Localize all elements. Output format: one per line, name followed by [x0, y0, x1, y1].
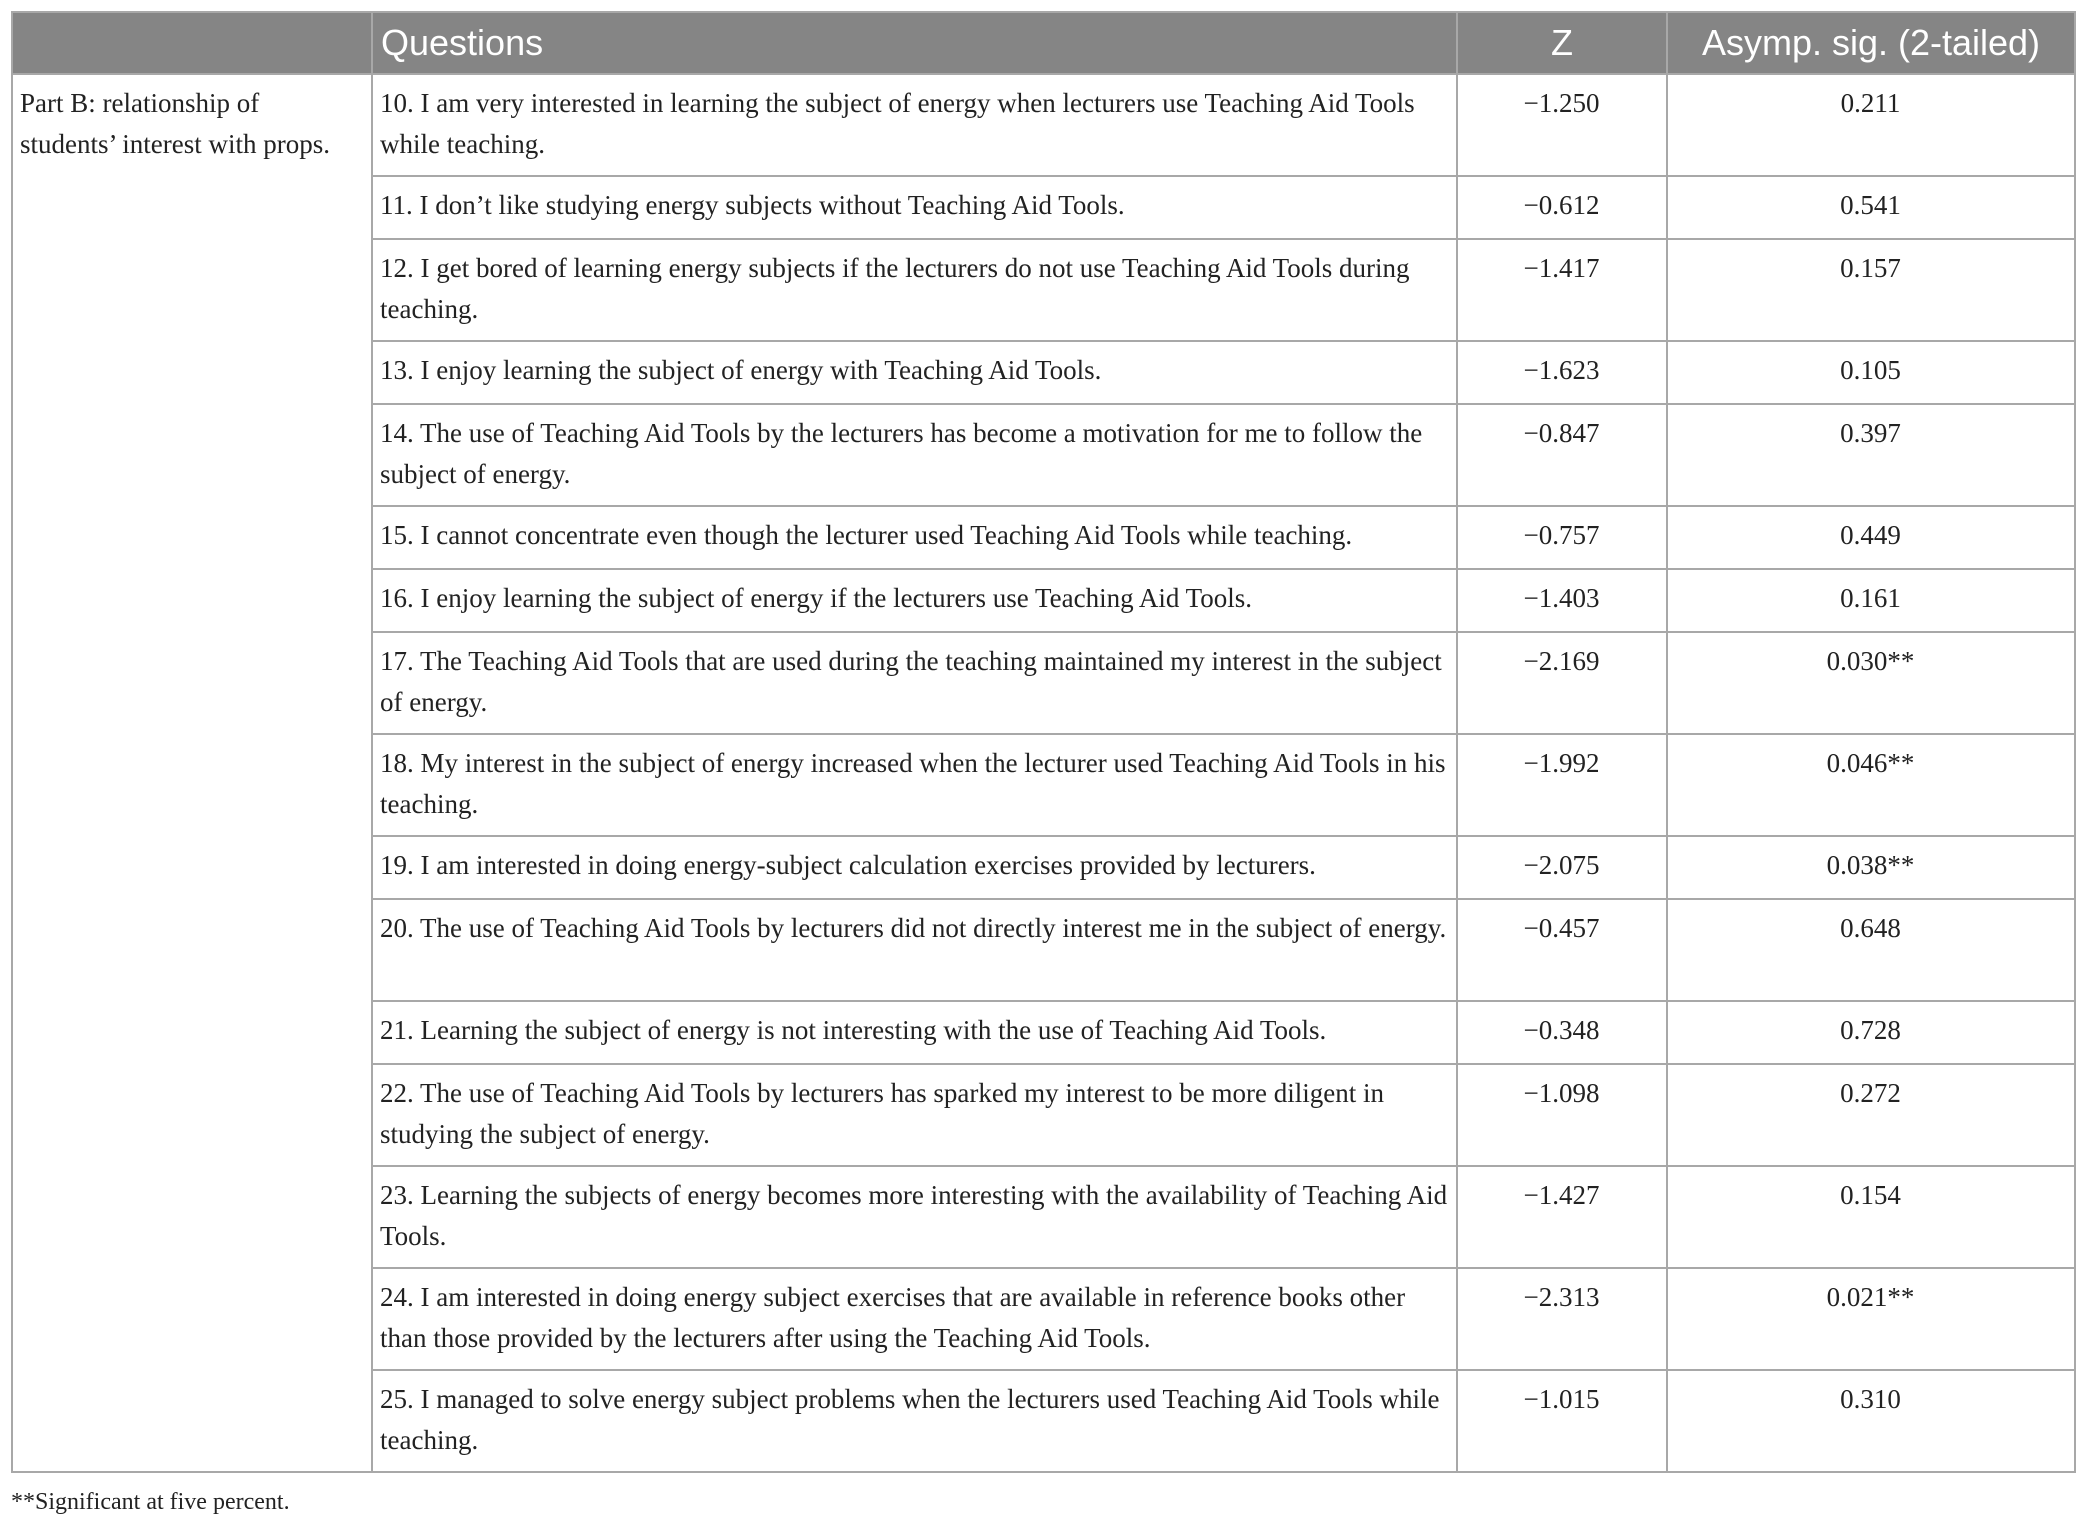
sig-value-cell: 0.030**: [1667, 632, 2075, 734]
z-value-cell: −0.757: [1457, 506, 1667, 569]
question-cell: 24. I am interested in doing energy subject exercises that are available in reference books other than those provided by the lecturers after using the Teaching Aid Tools.: [372, 1268, 1457, 1370]
z-value-cell: −1.417: [1457, 239, 1667, 341]
z-value-cell: −1.098: [1457, 1064, 1667, 1166]
table-row: [12, 74, 2075, 176]
question-cell: 10. I am very interested in learning the subject of energy when lecturers use Teaching Aid Tools while teaching.: [372, 74, 1457, 176]
sig-value-cell: 0.038**: [1667, 836, 2075, 899]
z-value-cell: −1.623: [1457, 341, 1667, 404]
sig-value-cell: 0.272: [1667, 1064, 2075, 1166]
z-value-cell: −1.992: [1457, 734, 1667, 836]
question-cell: 21. Learning the subject of energy is not interesting with the use of Teaching Aid Tools.: [372, 1001, 1457, 1064]
footnote: **Significant at five percent.: [11, 1489, 290, 1515]
sig-value-cell: 0.310: [1667, 1370, 2075, 1472]
sig-value-cell: 0.157: [1667, 239, 2075, 341]
z-value-cell: −2.075: [1457, 836, 1667, 899]
header-part: [12, 12, 372, 74]
z-value-cell: −0.348: [1457, 1001, 1667, 1064]
sig-value-cell: 0.728: [1667, 1001, 2075, 1064]
z-value-cell: −1.015: [1457, 1370, 1667, 1472]
z-value-cell: −1.427: [1457, 1166, 1667, 1268]
question-cell: 17. The Teaching Aid Tools that are used during the teaching maintained my interest in the subject of energy.: [372, 632, 1457, 734]
z-value-cell: −2.169: [1457, 632, 1667, 734]
question-cell: 16. I enjoy learning the subject of energy if the lecturers use Teaching Aid Tools.: [372, 569, 1457, 632]
question-cell: 23. Learning the subjects of energy becomes more interesting with the availability of Teaching Aid Tools.: [372, 1166, 1457, 1268]
question-cell: 19. I am interested in doing energy-subject calculation exercises provided by lecturers.: [372, 836, 1457, 899]
results-table-container: [11, 11, 2074, 1473]
header-sig: Asymp. sig. (2-tailed): [1667, 12, 2075, 74]
header-questions: Questions: [372, 12, 1457, 74]
results-table: [11, 11, 2076, 1473]
z-value-cell: −2.313: [1457, 1268, 1667, 1370]
question-cell: 13. I enjoy learning the subject of energy with Teaching Aid Tools.: [372, 341, 1457, 404]
z-value-cell: −1.250: [1457, 74, 1667, 176]
sig-value-cell: 0.105: [1667, 341, 2075, 404]
sig-value-cell: 0.397: [1667, 404, 2075, 506]
question-cell: 15. I cannot concentrate even though the lecturer used Teaching Aid Tools while teaching.: [372, 506, 1457, 569]
question-cell: 25. I managed to solve energy subject problems when the lecturers used Teaching Aid Tools while teaching.: [372, 1370, 1457, 1472]
z-value-cell: −0.457: [1457, 899, 1667, 1001]
table-header: [12, 12, 2075, 74]
header-row: [12, 12, 2075, 74]
sig-value-cell: 0.161: [1667, 569, 2075, 632]
sig-value-cell: 0.021**: [1667, 1268, 2075, 1370]
sig-value-cell: 0.154: [1667, 1166, 2075, 1268]
sig-value-cell: 0.449: [1667, 506, 2075, 569]
sig-value-cell: 0.046**: [1667, 734, 2075, 836]
question-cell: 18. My interest in the subject of energy increased when the lecturer used Teaching Aid Tools in his teaching.: [372, 734, 1457, 836]
question-cell: 12. I get bored of learning energy subjects if the lecturers do not use Teaching Aid Tools during teaching.: [372, 239, 1457, 341]
question-cell: 22. The use of Teaching Aid Tools by lecturers has sparked my interest to be more diligent in studying the subject of energy.: [372, 1064, 1457, 1166]
question-cell: 14. The use of Teaching Aid Tools by the lecturers has become a motivation for me to follow the subject of energy.: [372, 404, 1457, 506]
question-cell: 20. The use of Teaching Aid Tools by lecturers did not directly interest me in the subject of energy.: [372, 899, 1457, 1001]
sig-value-cell: 0.211: [1667, 74, 2075, 176]
sig-value-cell: 0.648: [1667, 899, 2075, 1001]
z-value-cell: −0.612: [1457, 176, 1667, 239]
z-value-cell: −0.847: [1457, 404, 1667, 506]
z-value-cell: −1.403: [1457, 569, 1667, 632]
sig-value-cell: 0.541: [1667, 176, 2075, 239]
header-z: Z: [1457, 12, 1667, 74]
question-cell: 11. I don’t like studying energy subjects without Teaching Aid Tools.: [372, 176, 1457, 239]
table-body: [12, 74, 2075, 1472]
part-label: Part B: relationship of students’ interest with props.: [12, 74, 372, 1472]
